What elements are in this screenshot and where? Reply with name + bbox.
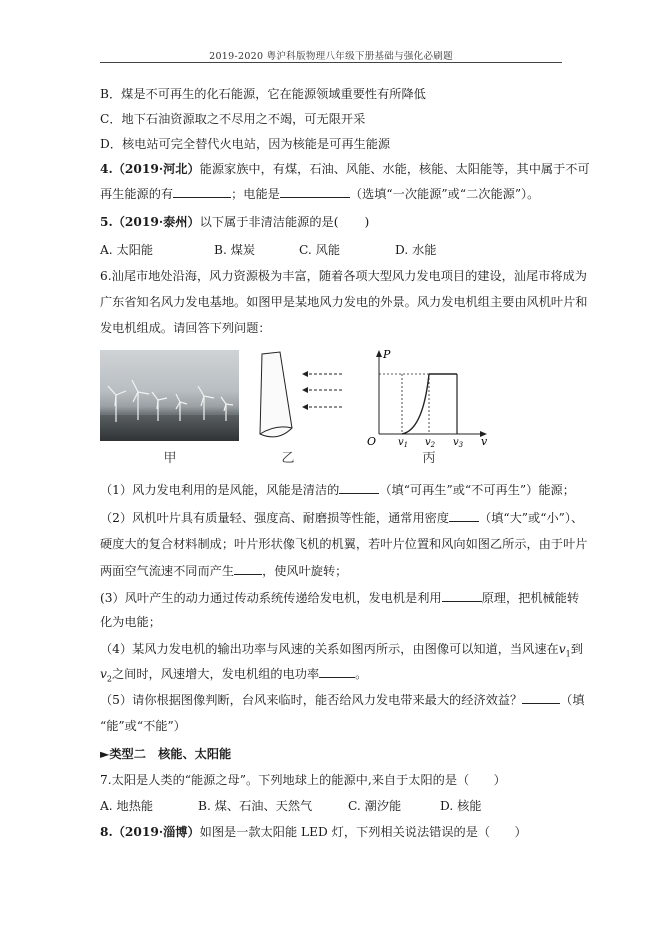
page-header: 2019-2020 粤沪科版物理八年级下册基础与强化必刷题 <box>209 51 453 62</box>
q6-part2-blank-1[interactable] <box>449 510 479 522</box>
q5-text: 以下属于非清洁能源的是( <box>199 215 339 229</box>
q6-part2-line3 <box>100 563 570 579</box>
q6-part3 <box>100 590 580 606</box>
graph-origin-label: O <box>367 435 377 448</box>
q4-text-a: 再生能源的有 <box>100 187 174 201</box>
q5-option-b: B. 煤炭 <box>214 243 256 257</box>
q6-part3-text-a: (3）风叶产生的动力通过传动系统传递给发电机，发电机是利用 <box>100 591 442 605</box>
q6-part5 <box>100 692 585 708</box>
q6-part2-text-a: （2）风机叶片具有质量轻、强度高、耐磨损等性能，通常用密度 <box>100 511 450 525</box>
q4-blank-2[interactable] <box>280 186 350 198</box>
power-speed-graph <box>365 346 495 448</box>
q6-part5-line2: “能”或“不能”） <box>100 719 186 733</box>
q8-source: （2019·淄博） <box>112 825 200 839</box>
q7-option-b: B. 煤、石油、天然气 <box>198 799 313 813</box>
q6-part2-text-d: ，使风叶旋转； <box>262 564 348 578</box>
q4-number: 4. <box>100 162 113 176</box>
q3-option-d: D．核电站可完全替代火电站，因为核能是可再生能源 <box>100 137 391 151</box>
q4-blank-1[interactable] <box>173 186 231 198</box>
q6-part3-blank[interactable] <box>442 590 482 602</box>
q5-option-d: D. 水能 <box>395 243 437 257</box>
q6-part4-v2: v <box>100 667 107 681</box>
question-5 <box>100 214 570 230</box>
q5-options <box>100 242 570 258</box>
q6-part1-text-a: （1）风力发电利用的是风能，风能是清洁的 <box>100 483 340 497</box>
q7-option-c: C. 潮汐能 <box>348 799 402 813</box>
q7-options <box>100 798 570 814</box>
q8-text: 如图是一款太阳能 LED 灯，下列相关说法错误的是（ ） <box>199 825 527 839</box>
graph-y-label: P <box>383 348 391 361</box>
wind-turbines-icon <box>100 350 239 441</box>
question-4-line2 <box>100 186 570 202</box>
q8-number: 8. <box>100 825 113 839</box>
q4-text: 能源家族中，有煤，石油、风能、水能，核能、太阳能等，其中属于不可 <box>199 162 590 176</box>
wind-farm-photo <box>100 350 239 441</box>
q6-part4-v1: v <box>558 642 566 656</box>
q5-option-c: C. 风能 <box>299 243 341 257</box>
q6-part4-blank[interactable] <box>319 666 355 678</box>
question-8 <box>100 824 570 840</box>
caption-jia: 甲 <box>163 451 177 466</box>
q4-text-c: （选填“一次能源”或“二次能源”）。 <box>349 187 540 201</box>
q6-part5-blank[interactable] <box>522 692 560 704</box>
q6-part2-text-c: 两面空气流速不同而产生 <box>100 564 235 578</box>
q6-part1 <box>100 482 575 498</box>
blade-wind-figure <box>250 350 345 450</box>
q6-part3-line2: 化为电能； <box>100 615 161 629</box>
q6-part3-text-b: 原理，把机械能转 <box>481 591 580 605</box>
question-7: 7.太阳是人类的“能源之母”。下列地球上的能源中,来自于太阳的是（ ） <box>100 773 506 787</box>
q6-part2 <box>100 510 584 526</box>
q6-part5-text-b: （填 <box>560 693 585 707</box>
caption-bing: 丙 <box>422 451 436 466</box>
q6-line3: 发电机组成。请回答下列问题： <box>100 321 271 335</box>
section-type-2: ►类型二 核能、太阳能 <box>100 747 232 761</box>
q5-source: （2019·泰州） <box>112 215 200 229</box>
q3-option-b: B．煤是不可再生的化石能源，它在能源领域重要性有所降低 <box>100 87 426 101</box>
q6-part4-v1-sub: 1 <box>565 649 571 659</box>
q6-part2-line2: 硬度大的复合材料制成；叶片形状像飞机的机翼，若叶片位置和风向如图乙所示，由于叶片 <box>100 537 588 551</box>
q6-part4 <box>100 641 583 662</box>
graph-v3-label: $v_3$ <box>453 437 464 448</box>
caption-yi: 乙 <box>281 451 295 466</box>
q6-part4-v2-sub: 2 <box>106 674 112 684</box>
graph-v1-label: $v_1$ <box>398 437 409 448</box>
q6-line2: 广东省知名风力发电基地。如图甲是某地风力发电的外景。风力发电机组主要由风机叶片和 <box>100 295 588 309</box>
q6-part1-text-b: （填“可再生”或“不可再生”）能源； <box>379 483 575 497</box>
q4-source: （2019·河北） <box>112 162 200 176</box>
graph-v2-label: $v_2$ <box>425 437 436 448</box>
question-4 <box>100 161 590 177</box>
q3-option-c: C．地下石油资源取之不尽用之不竭，可无限开采 <box>100 112 366 126</box>
q6-part5-text-a: （5）请你根据图像判断，台风来临时，能否给风力发电带来最大的经济效益？ <box>100 693 523 707</box>
q5-number: 5. <box>100 215 113 229</box>
q6-part4-text-a: （4）某风力发电机的输出功率与风速的关系如图丙所示，由图像可以知道，当风速在 <box>100 642 559 656</box>
q4-text-b: ；电能是 <box>231 187 280 201</box>
q6-part4-text-b: 到 <box>570 642 583 656</box>
q5-close: ) <box>364 215 370 229</box>
q6-line1: 6.汕尾市地处沿海，风力资源极为丰富，随着各项大型风力发电项目的建设，汕尾市将成为 <box>100 269 587 283</box>
q6-part2-text-b: （填“大”或“小”）、 <box>479 511 584 525</box>
q7-option-d: D. 核能 <box>440 799 482 813</box>
q5-option-a: A. 太阳能 <box>100 243 154 257</box>
q6-part2-blank-2[interactable] <box>234 563 262 575</box>
header-rule <box>100 62 562 63</box>
q6-part4-line2 <box>100 666 570 687</box>
q6-part4-text-c: 之间时，风速增大，发电机组的电功率 <box>111 667 320 681</box>
q6-part1-blank[interactable] <box>339 482 379 494</box>
graph-x-label: v <box>481 435 488 448</box>
q6-part4-text-d: 。 <box>355 667 368 681</box>
q7-option-a: A. 地热能 <box>100 799 154 813</box>
